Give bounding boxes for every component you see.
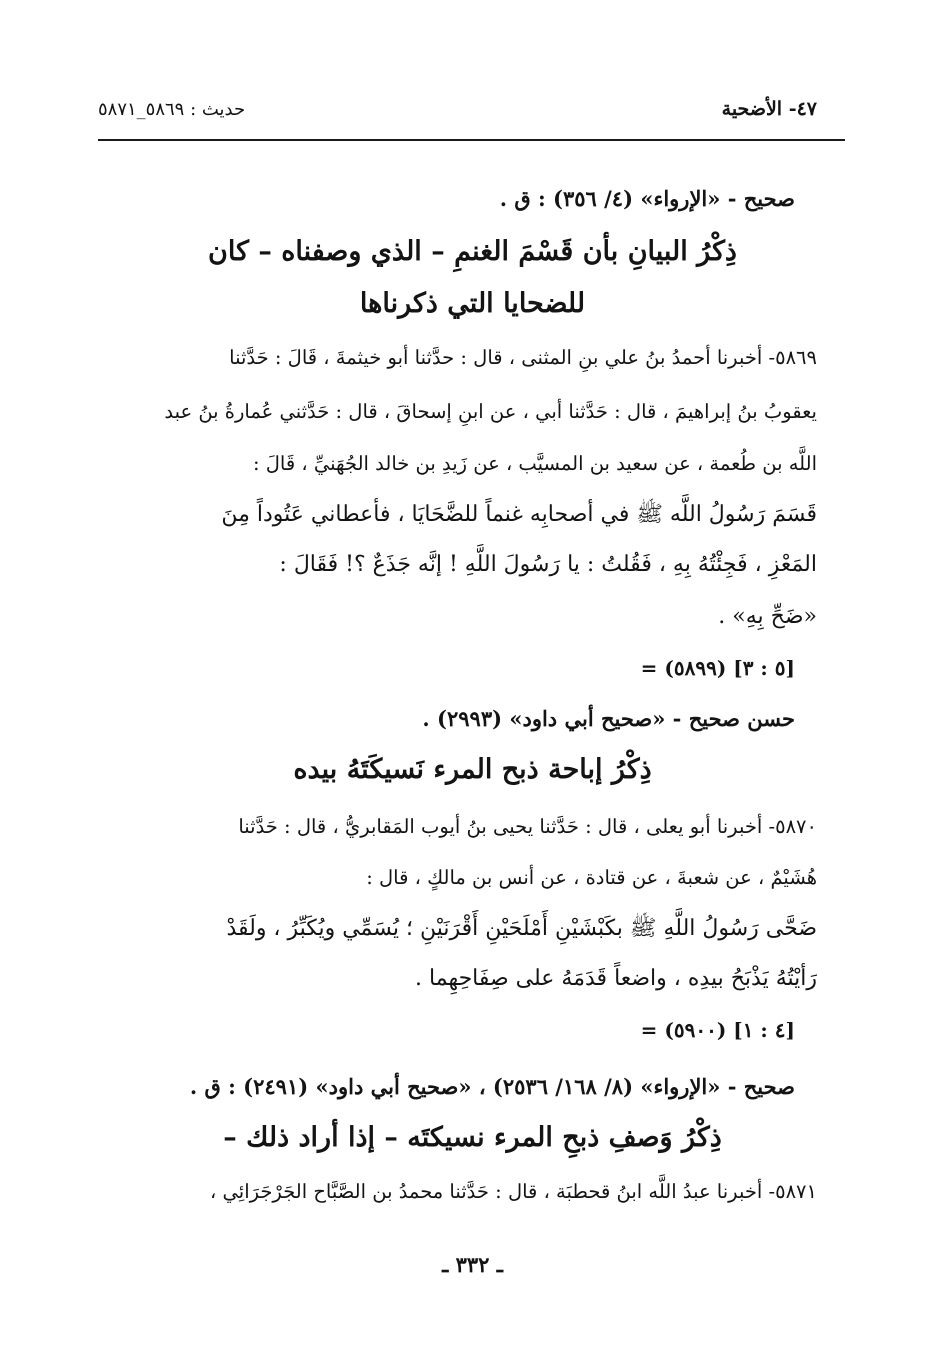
grading-note-3: صحيح - «الإرواء» (٨/ ١٦٨/ ٢٥٣٦) ، «صحيح أبي داود» (٢٤٩١) : ق . — [189, 1074, 795, 1099]
hadith-5869-isnad-line-2: يعقوبُ بنُ إبراهيمَ ، قال : حَدَّثنا أبي ، عن ابنِ إسحاقَ ، قال : حَدَّثني عُمارةُ بنُ عبد — [164, 400, 817, 423]
section-title-3: ذِكْرُ وَصفِ ذبحِ المرء نسيكتَه – إذا أراد ذلك – — [223, 1122, 722, 1153]
page-number: ـ ٣٣٢ ـ — [442, 1252, 503, 1277]
hadith-5870-text-line-2: رَأيْتُهُ يَذْبَحُ بيدِه ، واضعاً قَدَمَهُ على صِفَاحِهِما . — [415, 966, 817, 991]
hadith-5870-isnad-line-2: هُشَيْمٌ ، عن شعبةَ ، عن قتادة ، عن أنس بن مالكٍ ، قال : — [366, 866, 817, 889]
grading-note-1: صحيح - «الإرواء» (٤/ ٣٥٦) : ق . — [499, 186, 795, 211]
hadith-5870-cross-reference: = (٥٩٠٠) [٤ : ١] — [640, 1018, 795, 1042]
section-title-1-line-2: للضحايا التي ذكرناها — [359, 288, 586, 319]
section-title-2: ذِكْرُ إباحة ذبح المرء نَسيكَتَهُ بيده — [293, 754, 652, 785]
hadith-5870-text-line-1: ضَحَّى رَسُولُ اللَّهِ ﷺ بكَبْشَيْنِ أَمْلَحَيْنِ أَقْرَنَيْنِ ؛ يُسَمِّي ويُكَبِّرُ ، ولَقَدْ — [226, 916, 817, 941]
hadith-5869-isnad-line-1: ٥٨٦٩- أخبرنا أحمدُ بنُ علي بنِ المثنى ، قال : حدَّثنا أبو خيثمةَ ، قَالَ : حَدَّثنا — [229, 346, 817, 369]
grading-note-2: حسن صحيح - «صحيح أبي داود» (٢٩٩٣) . — [422, 706, 795, 731]
hadith-5869-text-line-1: قَسَمَ رَسُولُ اللَّه ﷺ في أصحابِه غنماً للضَّحَايَا ، فأعطاني عَتُوداً مِنَ — [221, 502, 817, 527]
hadith-5869-text-line-2: المَعْزِ ، فَجِئْتُهُ بِهِ ، فَقُلتُ : يا رَسُولَ اللَّهِ ! إنَّه جَذَعٌ ؟! فَقَالَ : — [279, 552, 817, 577]
hadith-5870-isnad-line-1: ٥٨٧٠- أخبرنا أبو يعلى ، قال : حَدَّثنا يحيى بنُ أيوب المَقابريُّ ، قال : حَدَّثنا — [238, 815, 817, 838]
hadith-5871-isnad-line-1: ٥٨٧١- أخبرنا عبدُ اللَّه ابنُ قحطبَة ، قال : حَدَّثنا محمدُ بن الصَّبَّاح الجَرْجَرَائِي ، — [210, 1180, 817, 1203]
running-header-chapter: ٤٧- الأضحية — [721, 98, 817, 120]
hadith-5869-isnad-line-3: اللَّه بن طُعمة ، عن سعيد بن المسيَّب ، عن زَيدِ بن خالد الجُهَنيِّ ، قَالَ : — [252, 452, 817, 475]
section-title-1-line-1: ذِكْرُ البيانِ بأن قَسْمَ الغنمِ – الذي وصفناه – كان — [208, 236, 737, 267]
hadith-5869-text-line-3: «ضَحِّ بِهِ» . — [718, 604, 817, 629]
running-header-hadith-range: حديث : ٥٨٦٩_٥٨٧١ — [98, 99, 246, 120]
header-rule — [98, 139, 845, 141]
hadith-5869-cross-reference: = (٥٨٩٩) [٥ : ٣] — [640, 656, 795, 680]
